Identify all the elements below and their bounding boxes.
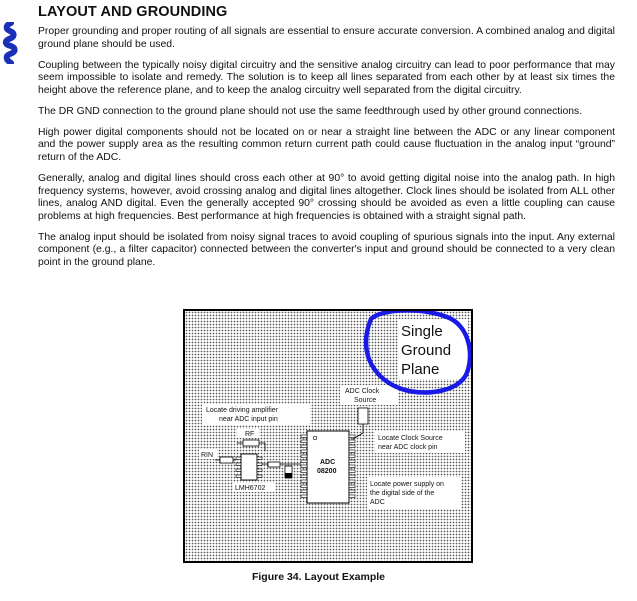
- paragraph: The analog input should be isolated from noisy signal traces to avoid coupling of spurious signals into the input. Any external component (e.g., a filter capacitor) connected between the converter's input and ground should be connected to a very clean point in the ground plane.: [38, 231, 615, 268]
- adc-label: ADC: [320, 459, 336, 466]
- revision-bar-icon: [2, 22, 20, 64]
- paragraph: Proper grounding and proper routing of all signals are essential to ensure accurate conversion. A combined analog and digital ground plane should be used.: [38, 26, 615, 50]
- plane-label-line: Ground: [401, 342, 452, 359]
- layout-example-figure: [183, 309, 473, 563]
- adc-label: 08200: [317, 468, 337, 475]
- rf-label: RF: [245, 431, 255, 438]
- adc-clock-label: Source: [354, 397, 377, 404]
- paragraph: High power digital components should not be located on or near a straight line between the ADC or any linear component and the power supply area as the resulting common return current path could cause fluctuation in the analog input “ground” return of the ADC.: [38, 126, 615, 163]
- amp-label: LMH6702: [235, 485, 266, 492]
- paragraph: Coupling between the typically noisy digital circuitry and the sensitive analog circuitry can lead to poor performance that may seem impossible to isolate and remedy. The solution is to keep all lines separated from each other by at least six times the height above the reference plane, and to keep the analog circuitry well separated from the digital circuitry.: [38, 59, 615, 96]
- plane-label-line: Plane: [401, 361, 440, 378]
- paragraph: The DR GND connection to the ground plane should not use the same feedthrough used by other ground connections.: [38, 105, 583, 117]
- rin-label: RIN: [201, 452, 214, 459]
- clock-note: near ADC clock pin: [378, 444, 438, 451]
- annotation-circle: [185, 311, 473, 563]
- section-body: [38, 26, 615, 278]
- power-note: the digital side of the: [370, 490, 435, 497]
- adc-clock-label: ADC Clock: [345, 388, 380, 395]
- amp-note: Locate driving amplifier: [206, 407, 278, 414]
- power-note: Locate power supply on: [370, 481, 444, 488]
- section-heading: LAYOUT AND GROUNDING: [38, 4, 228, 20]
- clock-note: Locate Clock Source: [378, 435, 443, 442]
- paragraph: Generally, analog and digital lines should cross each other at 90° to avoid getting digital noise into the analog path. In high frequency systems, however, avoid crossing analog and digital lines altogether. Clock lines should be isolated from ALL other lines, analog AND digital. Even the generally accepted 90° crossing should be avoided as even a little coupling can cause problems at high frequencies. Best performance at high frequencies is obtained with a straight signal path.: [38, 172, 615, 222]
- figure-caption: Figure 34. Layout Example: [251, 571, 386, 583]
- amp-note: near ADC input pin: [219, 416, 278, 423]
- plane-label-line: Single: [401, 323, 443, 340]
- power-note: ADC: [370, 499, 385, 506]
